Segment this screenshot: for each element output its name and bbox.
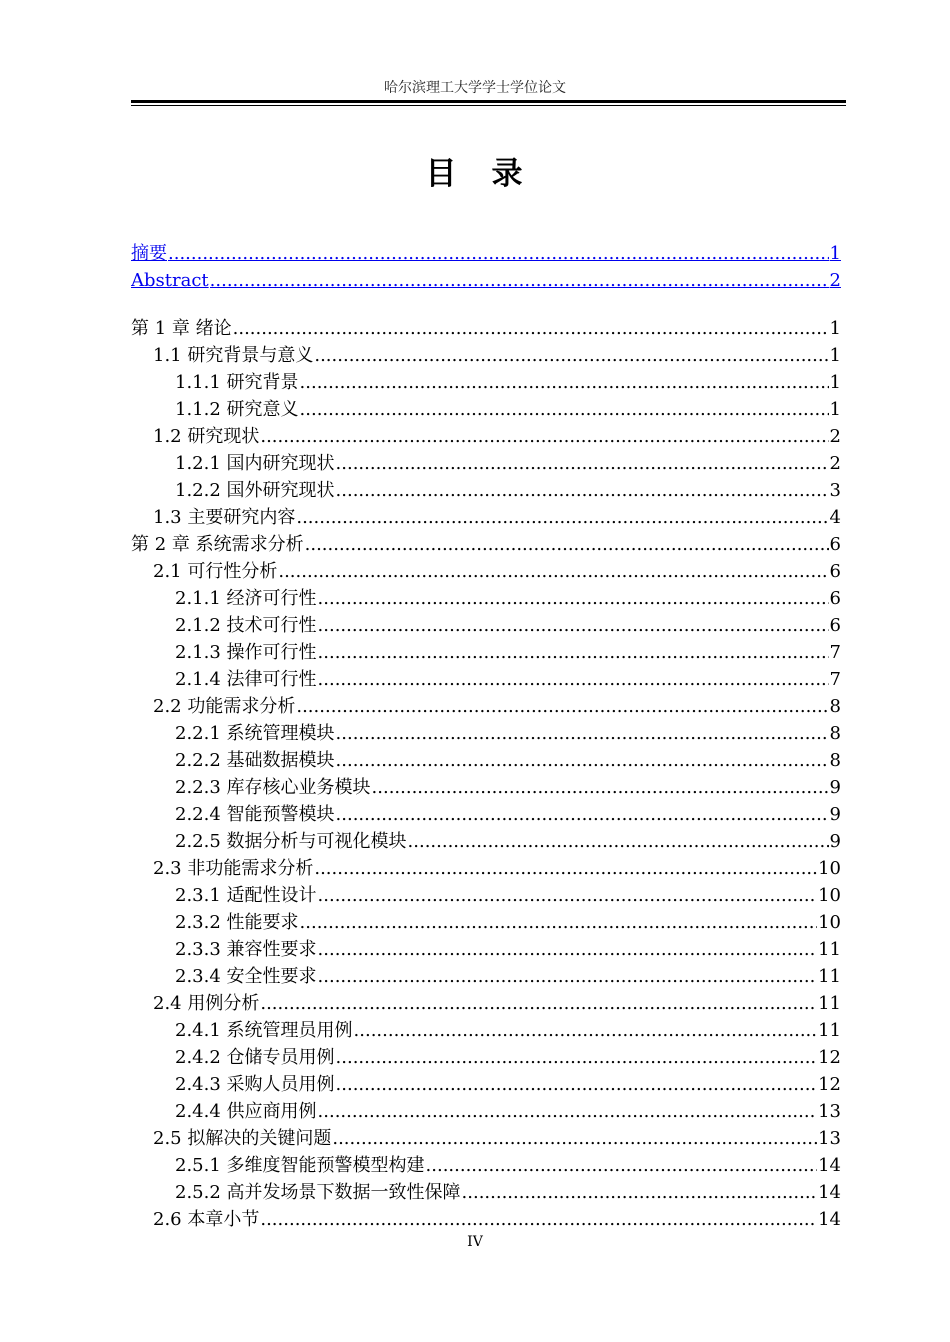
toc-entry[interactable]	[131, 1152, 841, 1179]
toc-entry[interactable]	[131, 315, 841, 342]
toc-leader-dots	[336, 747, 829, 774]
toc-leader-dots	[318, 612, 829, 639]
toc-entry[interactable]	[131, 693, 841, 720]
toc-leader-dots	[408, 828, 829, 855]
toc-leader-dots	[318, 882, 818, 909]
toc-main-entries	[131, 315, 841, 1233]
toc-entry[interactable]	[131, 747, 841, 774]
toc-entry[interactable]	[131, 1071, 841, 1098]
toc-leader-dots	[336, 720, 829, 747]
toc-leader-dots	[300, 909, 818, 936]
toc-entry-page: 11	[818, 939, 841, 960]
toc-leader-dots	[210, 267, 829, 294]
toc-entry-page: 6	[829, 615, 841, 636]
toc-entry-page: 12	[818, 1074, 841, 1095]
toc-entry-label: 2.3.2 性能要求	[175, 912, 299, 933]
toc-entry-page: 9	[829, 804, 841, 825]
toc-leader-dots	[372, 774, 829, 801]
toc-entry-page: 10	[818, 885, 841, 906]
toc-entry[interactable]	[131, 612, 841, 639]
toc-entry-label: 第 2 章 系统需求分析	[131, 534, 304, 555]
toc-entry-label: 2.5.1 多维度智能预警模型构建	[175, 1155, 425, 1176]
toc-entry[interactable]	[131, 882, 841, 909]
toc-entry-page: 6	[829, 588, 841, 609]
toc-entry-page: 14	[818, 1182, 841, 1203]
toc-entry-label: 2.2.2 基础数据模块	[175, 750, 335, 771]
toc-entry[interactable]	[131, 423, 841, 450]
toc-entry-page: 7	[829, 642, 841, 663]
toc-entry-label: 第 1 章 绪论	[131, 318, 232, 339]
toc-entry-label: 1.1 研究背景与意义	[153, 345, 314, 366]
header-rule-thin	[131, 105, 846, 106]
toc-entry-page: 13	[818, 1101, 841, 1122]
table-of-contents	[131, 240, 841, 1233]
toc-entry-label: 1.1.1 研究背景	[175, 372, 299, 393]
toc-leader-dots	[426, 1152, 818, 1179]
toc-entry[interactable]	[131, 774, 841, 801]
toc-leader-dots	[336, 1044, 818, 1071]
toc-entry-label: 2.1 可行性分析	[153, 561, 278, 582]
toc-leader-dots	[305, 531, 829, 558]
toc-entry-label: 2.2.1 系统管理模块	[175, 723, 335, 744]
toc-entry-page: 9	[829, 831, 841, 852]
toc-entry-page: 1	[829, 243, 841, 264]
toc-entry[interactable]	[131, 342, 841, 369]
toc-entry-label: 2.3.3 兼容性要求	[175, 939, 317, 960]
toc-entry-page: 10	[818, 858, 841, 879]
toc-entry-page: 9	[829, 777, 841, 798]
toc-leader-dots	[462, 1179, 818, 1206]
toc-leader-dots	[336, 1071, 818, 1098]
toc-entry-label: 2.1.3 操作可行性	[175, 642, 317, 663]
toc-entry-label: 2.4.3 采购人员用例	[175, 1074, 335, 1095]
toc-leader-dots	[314, 855, 817, 882]
toc-entry-page: 8	[829, 750, 841, 771]
toc-leader-dots	[300, 396, 829, 423]
toc-leader-dots	[318, 639, 829, 666]
toc-leader-dots	[296, 504, 828, 531]
page-title: 目 录	[425, 156, 525, 192]
toc-entry-label: 2.5.2 高并发场景下数据一致性保障	[175, 1182, 461, 1203]
toc-entry-page: 14	[818, 1155, 841, 1176]
toc-entry-abstract-en[interactable]	[131, 267, 841, 294]
toc-entry-page: 2	[829, 453, 841, 474]
toc-entry-label: 2.2.5 数据分析与可视化模块	[175, 831, 407, 852]
toc-entry[interactable]	[131, 990, 841, 1017]
toc-entry-page: 11	[818, 966, 841, 987]
header-rule-thick	[131, 100, 846, 103]
toc-entry-abstract-cn[interactable]	[131, 240, 841, 267]
toc-entry-label: 2.3.1 适配性设计	[175, 885, 317, 906]
page-number: IV	[467, 1234, 483, 1250]
toc-entry-page: 10	[818, 912, 841, 933]
toc-leader-dots	[260, 423, 828, 450]
toc-entry-page: 11	[818, 1020, 841, 1041]
toc-entry[interactable]	[131, 531, 841, 558]
toc-entry-label: 摘要	[131, 243, 167, 264]
toc-spacer	[131, 294, 841, 315]
toc-entry-page: 12	[818, 1047, 841, 1068]
toc-entry[interactable]	[131, 1098, 841, 1125]
toc-entry[interactable]	[131, 450, 841, 477]
toc-entry-label: 2.6 本章小节	[153, 1209, 260, 1230]
toc-entry[interactable]	[131, 963, 841, 990]
toc-leader-dots	[318, 1098, 818, 1125]
toc-entry[interactable]	[131, 720, 841, 747]
toc-entry-page: 2	[829, 270, 841, 291]
toc-entry-page: 7	[829, 669, 841, 690]
toc-entry-label: 2.3.4 安全性要求	[175, 966, 317, 987]
toc-entry[interactable]	[131, 855, 841, 882]
toc-leader-dots	[168, 240, 829, 267]
toc-entry[interactable]	[131, 1179, 841, 1206]
toc-entry[interactable]	[131, 1206, 841, 1233]
toc-leader-dots	[314, 342, 828, 369]
toc-entry[interactable]	[131, 801, 841, 828]
toc-entry-label: 2.4 用例分析	[153, 993, 260, 1014]
toc-leader-dots	[260, 990, 817, 1017]
toc-entry-label: 2.3 非功能需求分析	[153, 858, 314, 879]
toc-entry-label: 1.3 主要研究内容	[153, 507, 296, 528]
toc-leader-dots	[336, 477, 829, 504]
toc-entry[interactable]	[131, 666, 841, 693]
toc-entry-label: 2.5 拟解决的关键问题	[153, 1128, 332, 1149]
toc-entry-label: 2.4.4 供应商用例	[175, 1101, 317, 1122]
toc-entry-page: 6	[829, 534, 841, 555]
toc-entry-label: 2.2.3 库存核心业务模块	[175, 777, 371, 798]
toc-entry[interactable]	[131, 558, 841, 585]
toc-entry-label: 1.2 研究现状	[153, 426, 260, 447]
toc-entry-label: 1.2.2 国外研究现状	[175, 480, 335, 501]
toc-leader-dots	[278, 558, 828, 585]
toc-entry-label: 1.1.2 研究意义	[175, 399, 299, 420]
toc-leader-dots	[260, 1206, 817, 1233]
toc-entry[interactable]	[131, 585, 841, 612]
toc-leader-dots	[296, 693, 828, 720]
toc-entry[interactable]	[131, 639, 841, 666]
toc-entry-page: 11	[818, 993, 841, 1014]
toc-entry-page: 6	[829, 561, 841, 582]
toc-leader-dots	[332, 1125, 817, 1152]
toc-leader-dots	[300, 369, 829, 396]
toc-entry-label: 2.2.4 智能预警模块	[175, 804, 335, 825]
running-header: 哈尔滨理工大学学士学位论文	[384, 80, 566, 96]
toc-leader-dots	[336, 801, 829, 828]
toc-entry-page: 4	[829, 507, 841, 528]
toc-entry-label: 2.1.4 法律可行性	[175, 669, 317, 690]
toc-entry-page: 8	[829, 723, 841, 744]
toc-entry-label: 2.2 功能需求分析	[153, 696, 296, 717]
toc-entry-page: 8	[829, 696, 841, 717]
toc-entry-page: 3	[829, 480, 841, 501]
toc-entry-page: 1	[829, 345, 841, 366]
toc-entry[interactable]	[131, 1044, 841, 1071]
toc-entry-page: 1	[829, 372, 841, 393]
toc-entry[interactable]	[131, 909, 841, 936]
toc-leader-dots	[233, 315, 829, 342]
toc-entry-page: 1	[829, 399, 841, 420]
toc-entry-label: Abstract	[131, 270, 209, 291]
toc-leader-dots	[336, 450, 829, 477]
toc-entry-page: 1	[829, 318, 841, 339]
toc-leader-dots	[318, 585, 829, 612]
toc-leader-dots	[318, 936, 818, 963]
toc-leader-dots	[354, 1017, 818, 1044]
toc-entry-page: 13	[818, 1128, 841, 1149]
toc-entry[interactable]	[131, 396, 841, 423]
toc-entry[interactable]	[131, 477, 841, 504]
toc-leader-dots	[318, 963, 818, 990]
toc-entry-label: 1.2.1 国内研究现状	[175, 453, 335, 474]
toc-entry-label: 2.4.2 仓储专员用例	[175, 1047, 335, 1068]
toc-entry[interactable]	[131, 936, 841, 963]
toc-leader-dots	[318, 666, 829, 693]
toc-entry-page: 2	[829, 426, 841, 447]
toc-entry-page: 14	[818, 1209, 841, 1230]
toc-entry-label: 2.4.1 系统管理员用例	[175, 1020, 353, 1041]
toc-entry-label: 2.1.1 经济可行性	[175, 588, 317, 609]
toc-entry[interactable]	[131, 369, 841, 396]
toc-entry[interactable]	[131, 504, 841, 531]
toc-entry[interactable]	[131, 828, 841, 855]
toc-entry[interactable]	[131, 1017, 841, 1044]
toc-entry-label: 2.1.2 技术可行性	[175, 615, 317, 636]
toc-entry[interactable]	[131, 1125, 841, 1152]
